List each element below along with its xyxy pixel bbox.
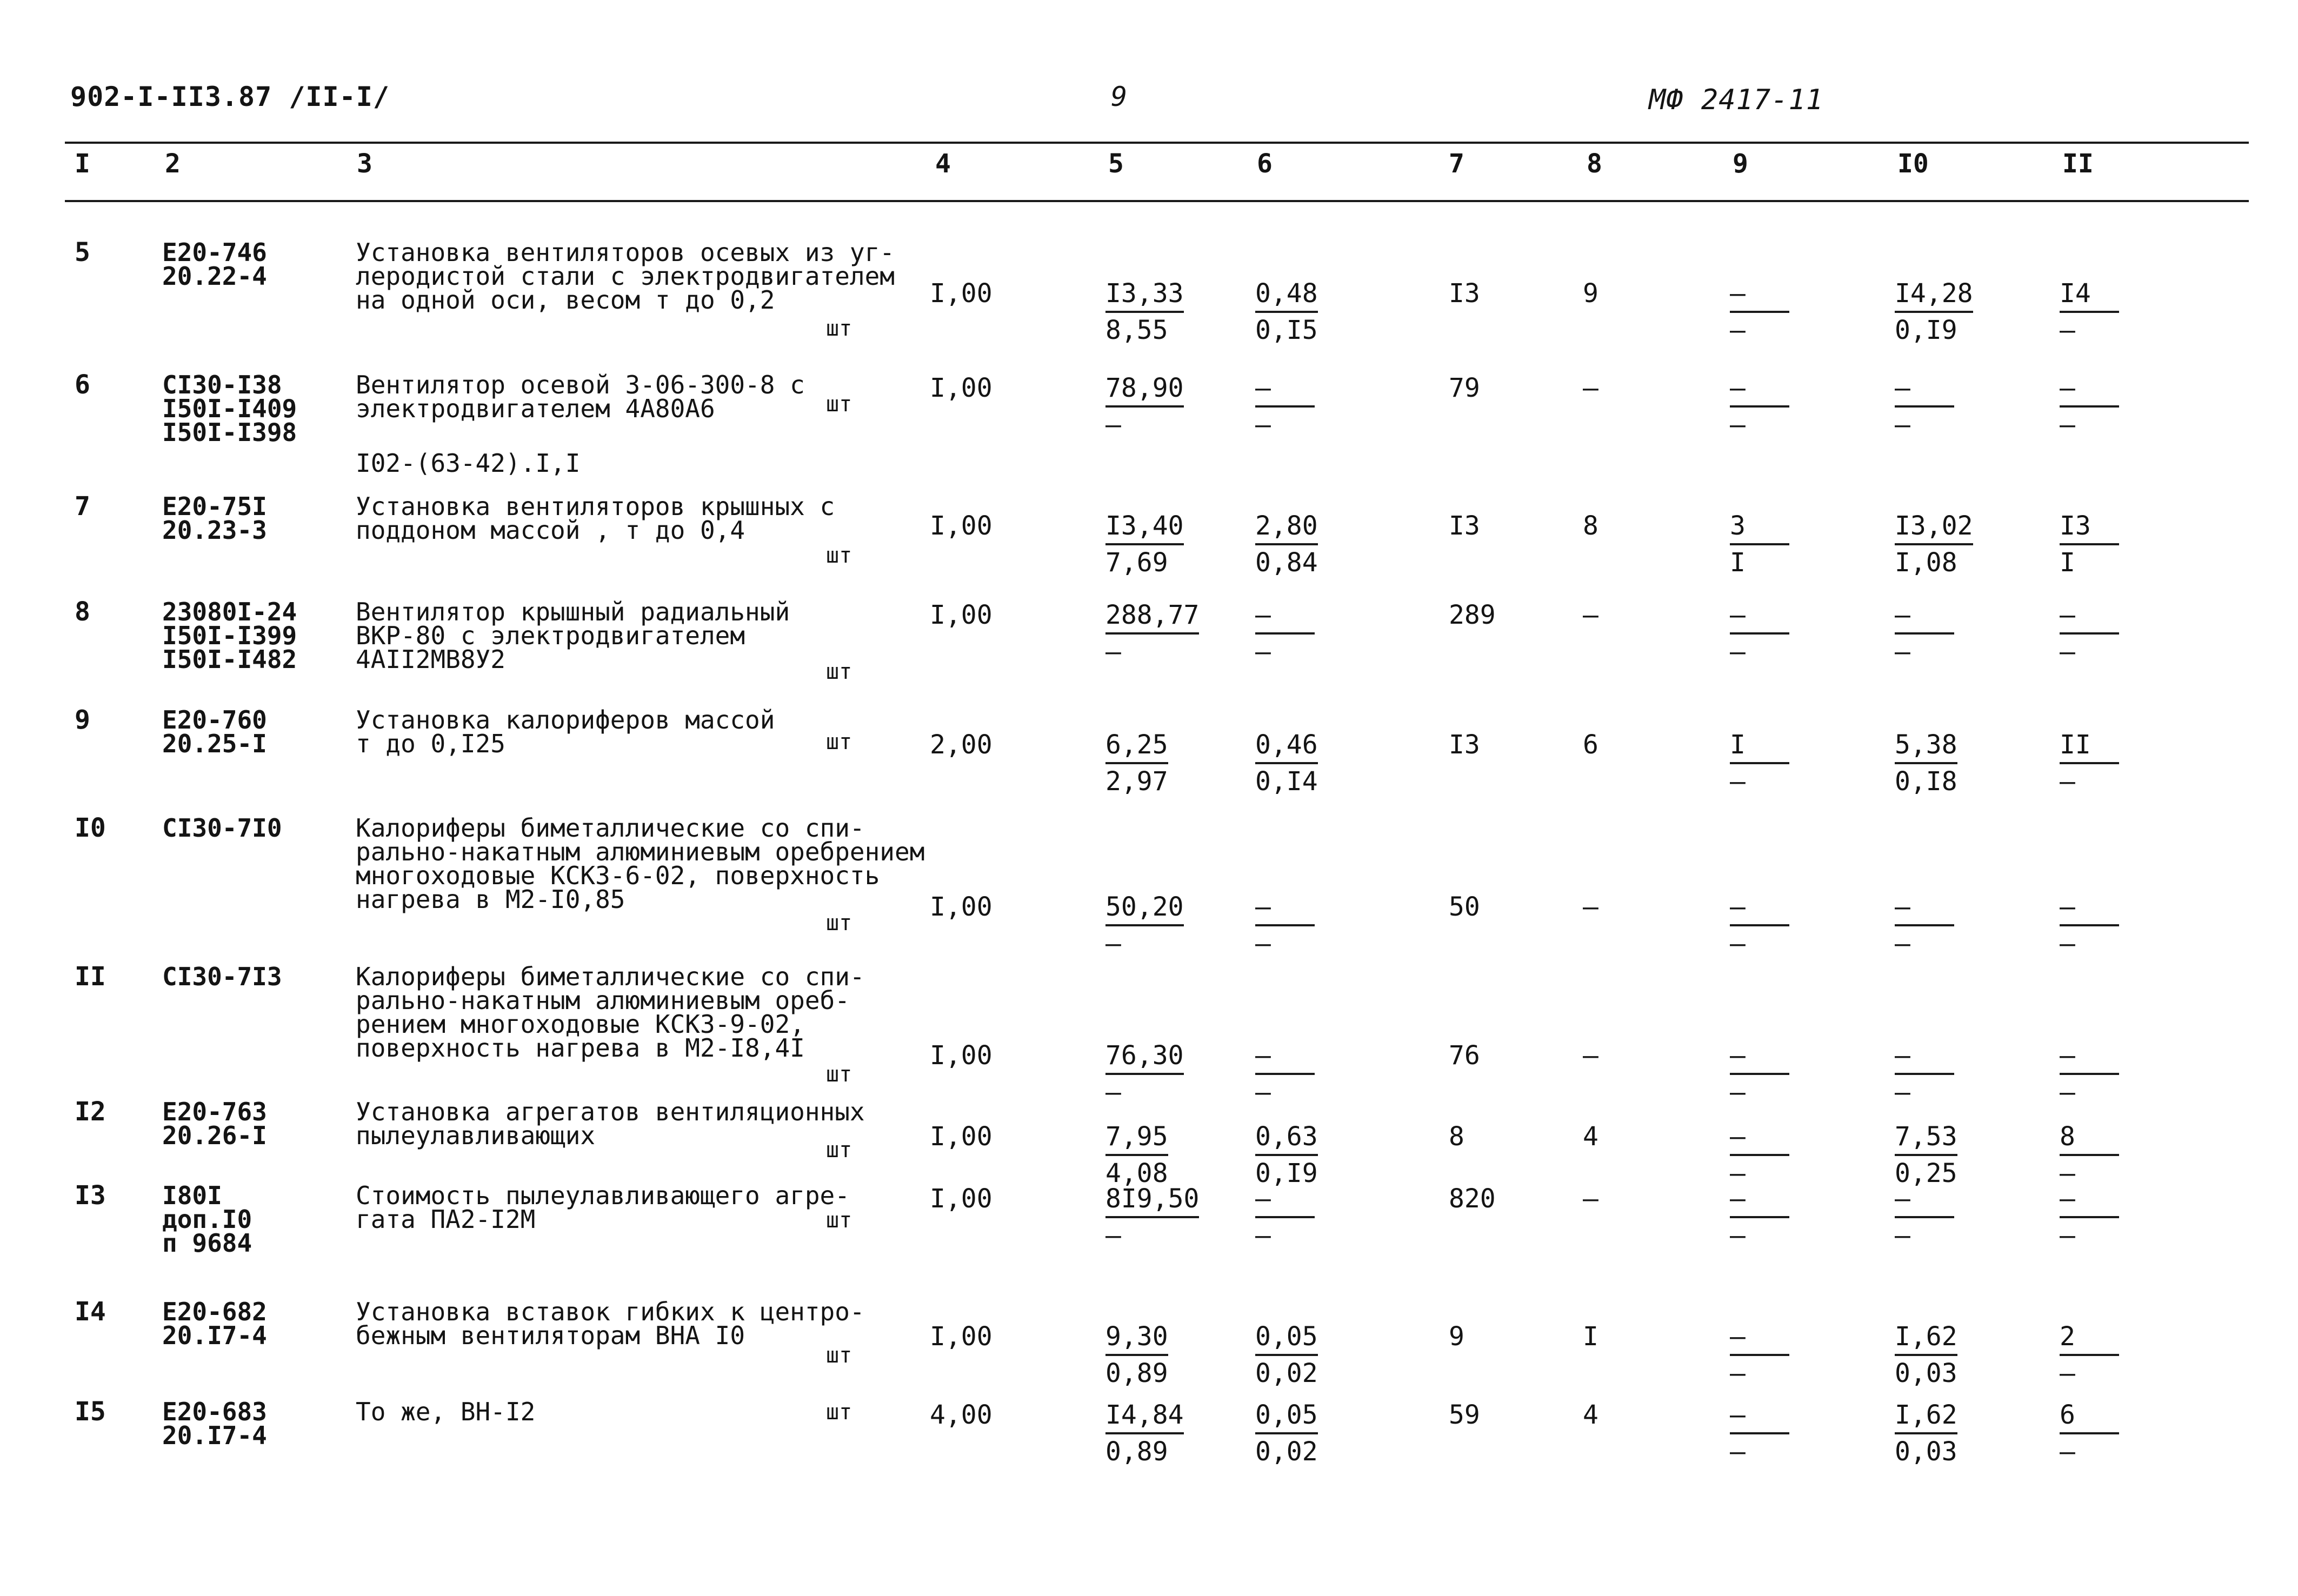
fraction-bottom: – — [2060, 1158, 2075, 1188]
price-code: СI30-7I0 — [162, 813, 282, 843]
fraction-top: – — [2060, 1040, 2119, 1075]
fraction-top: – — [1730, 1321, 1789, 1356]
fraction-bottom: 2,97 — [1105, 766, 1168, 797]
cost-fraction-c11 — [2060, 1184, 2141, 1250]
price-code: Е20-682 20.I7-4 — [162, 1297, 267, 1350]
fraction-bottom: – — [2060, 410, 2075, 440]
fraction-bottom: I,08 — [1895, 547, 1957, 578]
fraction-top: I4 — [2060, 278, 2119, 313]
fraction-top: 6 — [2060, 1400, 2119, 1434]
fraction-top: – — [1255, 600, 1315, 635]
total-cost: 59 — [1449, 1400, 1480, 1430]
fraction-bottom: – — [1730, 1158, 1746, 1188]
cost-fraction-c5 — [1105, 373, 1187, 439]
column-header-6: 6 — [1257, 149, 1273, 179]
fraction-top: I3,02 — [1895, 511, 1973, 545]
fraction-bottom: 0,03 — [1895, 1358, 1957, 1388]
unit-of-measure: шт — [826, 1062, 852, 1087]
fraction-top: – — [2060, 373, 2119, 408]
unit-of-measure: шт — [826, 543, 852, 568]
fraction-top: 0,48 — [1255, 278, 1318, 313]
fraction-top: 3 — [1730, 511, 1789, 545]
row-number: II — [75, 961, 106, 992]
price-code: Е20-75I 20.23-3 — [162, 492, 267, 545]
work-description: Установка вентиляторов осевых из уг- леродистой стали с электродвигателем на одной оси, весом т до 0,2 — [356, 238, 895, 315]
row-number: I2 — [75, 1097, 106, 1127]
cost-fraction-c9 — [1730, 1400, 1811, 1466]
cost-fraction-c6 — [1255, 1321, 1336, 1387]
fraction-bottom: – — [1255, 1077, 1271, 1107]
cost-fraction-c11 — [2060, 373, 2141, 439]
price-code: Е20-763 20.26-I — [162, 1097, 267, 1150]
fraction-bottom: – — [1895, 929, 1910, 959]
table-row — [0, 1180, 2298, 1258]
cost-fraction-c9 — [1730, 730, 1811, 796]
fraction-bottom: – — [1255, 1220, 1271, 1251]
cost-fraction-c5 — [1105, 730, 1187, 796]
row-number: I3 — [75, 1180, 106, 1211]
fraction-top: – — [1730, 278, 1789, 313]
fraction-top: – — [1255, 1040, 1315, 1075]
cost-fraction-c5 — [1105, 511, 1187, 577]
fraction-top: – — [1895, 373, 1954, 408]
table-row — [0, 961, 2298, 1107]
fraction-top: – — [1730, 1040, 1789, 1075]
fraction-bottom: 0,89 — [1105, 1358, 1168, 1388]
fraction-bottom: – — [1105, 929, 1121, 959]
price-code: Е20-760 20.25-I — [162, 705, 267, 758]
quantity: 4,00 — [930, 1400, 993, 1430]
row-number: I0 — [75, 813, 106, 843]
labor-value: 9 — [1583, 278, 1598, 309]
price-code: СI30-7I3 — [162, 962, 282, 991]
fraction-bottom: – — [2060, 637, 2075, 667]
column-header-1: I — [75, 149, 90, 179]
row-number: 9 — [75, 705, 90, 735]
cost-fraction-c9 — [1730, 1121, 1811, 1187]
page-number: 9 — [1111, 81, 1128, 112]
table-row — [0, 1297, 2298, 1388]
column-header-7: 7 — [1449, 149, 1464, 179]
cost-fraction-c11 — [2060, 1121, 2141, 1187]
fraction-top: – — [1730, 1400, 1789, 1434]
total-cost: I3 — [1449, 511, 1480, 541]
fraction-top: I3 — [2060, 511, 2119, 545]
fraction-bottom: – — [1895, 1220, 1910, 1251]
quantity: I,00 — [930, 1121, 993, 1152]
unit-of-measure: шт — [826, 659, 852, 684]
cost-fraction-c6 — [1255, 1040, 1336, 1106]
cost-fraction-c9 — [1730, 1040, 1811, 1106]
fraction-top: 0,05 — [1255, 1400, 1318, 1434]
fraction-top: 8 — [2060, 1121, 2119, 1156]
fraction-bottom: 0,I8 — [1895, 766, 1957, 797]
fraction-top: – — [1730, 1121, 1789, 1156]
work-description: Установка калориферов массой т до 0,I25 — [356, 705, 775, 758]
cost-fraction-c11 — [2060, 511, 2141, 577]
header-bottom-rule — [65, 200, 2249, 202]
cost-fraction-c10 — [1895, 1184, 1976, 1250]
table-row — [0, 597, 2298, 684]
fraction-top: II — [2060, 730, 2119, 764]
cost-fraction-c10 — [1895, 1121, 1976, 1187]
fraction-bottom: 0,02 — [1255, 1358, 1318, 1388]
table-row — [0, 237, 2298, 345]
work-description: Установка агрегатов вентиляционных пылеулавливающих — [356, 1097, 865, 1150]
fraction-top: 2,80 — [1255, 511, 1318, 545]
fraction-bottom: – — [1105, 410, 1121, 440]
fraction-top: 0,63 — [1255, 1121, 1318, 1156]
fraction-bottom: – — [1895, 1077, 1910, 1107]
work-description: Установка вентиляторов крышных с поддоном массой , т до 0,4 — [356, 492, 835, 545]
cost-fraction-c11 — [2060, 1040, 2141, 1106]
cost-fraction-c5 — [1105, 1400, 1187, 1466]
fraction-bottom: – — [2060, 1358, 2075, 1388]
labor-value: 4 — [1583, 1400, 1598, 1430]
cost-fraction-c11 — [2060, 1400, 2141, 1466]
cost-fraction-c11 — [2060, 730, 2141, 796]
total-cost: 289 — [1449, 600, 1496, 630]
fraction-top: I,62 — [1895, 1400, 1957, 1434]
unit-of-measure: шт — [826, 1208, 852, 1233]
fraction-top: – — [1730, 892, 1789, 926]
price-code: Е20-683 20.I7-4 — [162, 1397, 267, 1450]
total-cost: I3 — [1449, 278, 1480, 309]
fraction-bottom: 0,I9 — [1255, 1158, 1318, 1188]
cost-fraction-c5 — [1105, 892, 1187, 958]
work-description: Установка вставок гибких к центро- бежным вентиляторам ВНА I0 — [356, 1297, 865, 1350]
fraction-top: – — [1895, 1184, 1954, 1218]
fraction-bottom: – — [1105, 637, 1121, 667]
table-row — [0, 370, 2298, 478]
labor-value: – — [1583, 892, 1598, 922]
column-header-3: 3 — [357, 149, 372, 179]
cost-fraction-c5 — [1105, 278, 1187, 344]
fraction-top: I3,33 — [1105, 278, 1184, 313]
fraction-top: I4,84 — [1105, 1400, 1184, 1434]
fraction-bottom: – — [1730, 1077, 1746, 1107]
column-header-4: 4 — [935, 149, 951, 179]
fraction-bottom: I — [1730, 547, 1746, 578]
price-code: Е20-746 20.22-4 — [162, 238, 267, 291]
table-row — [0, 491, 2298, 578]
fraction-bottom: – — [1255, 637, 1271, 667]
fraction-top: I — [1730, 730, 1789, 764]
row-number: I4 — [75, 1297, 106, 1327]
total-cost: 50 — [1449, 892, 1480, 922]
fraction-top: – — [1895, 1040, 1954, 1075]
cost-fraction-c5 — [1105, 600, 1200, 667]
column-header-11: II — [2062, 149, 2094, 179]
work-description: То же, ВН-I2 — [356, 1397, 536, 1426]
work-description: Вентилятор крышный радиальный ВКР-80 с электродвигателем 4АII2МВ8У2 — [356, 597, 790, 674]
row-number: 5 — [75, 237, 90, 268]
quantity: I,00 — [930, 600, 993, 630]
fraction-bottom: 4,08 — [1105, 1158, 1168, 1188]
cost-fraction-c10 — [1895, 1040, 1976, 1106]
work-description: Калориферы биметаллические со спи- рально-накатным алюминиевым оребрением многоходовые КСК3-6-02, поверхность нагрева в М2-I0,85 — [356, 813, 925, 914]
fraction-top: I4,28 — [1895, 278, 1973, 313]
fraction-bottom: – — [1105, 1220, 1121, 1251]
cost-fraction-c5 — [1105, 1184, 1200, 1251]
fraction-bottom: 0,84 — [1255, 547, 1318, 578]
cost-fraction-c6 — [1255, 511, 1336, 577]
total-cost: 9 — [1449, 1321, 1464, 1352]
fraction-bottom: – — [1730, 1220, 1746, 1251]
column-header-8: 8 — [1587, 149, 1602, 179]
fraction-top: – — [1895, 600, 1954, 635]
fraction-bottom: – — [1730, 637, 1746, 667]
fraction-top: 0,46 — [1255, 730, 1318, 764]
total-cost: 79 — [1449, 373, 1480, 403]
cost-fraction-c9 — [1730, 1184, 1811, 1250]
cost-fraction-c9 — [1730, 511, 1811, 577]
header-top-rule — [65, 142, 2249, 144]
cost-fraction-c9 — [1730, 373, 1811, 439]
column-header-10: I0 — [1897, 149, 1929, 179]
fraction-bottom: – — [1730, 1358, 1746, 1388]
cost-fraction-c5 — [1105, 1121, 1187, 1187]
labor-value: I — [1583, 1321, 1598, 1352]
fraction-top: 8I9,50 — [1105, 1184, 1199, 1218]
fraction-bottom: 0,89 — [1105, 1437, 1168, 1467]
table-row — [0, 705, 2298, 797]
cost-fraction-c9 — [1730, 892, 1811, 958]
cost-fraction-c10 — [1895, 373, 1976, 439]
labor-value: 8 — [1583, 511, 1598, 541]
cost-fraction-c6 — [1255, 278, 1336, 344]
fraction-top: – — [2060, 1184, 2119, 1218]
fraction-bottom: – — [1730, 1437, 1746, 1467]
cost-fraction-c5 — [1105, 1321, 1187, 1387]
cost-fraction-c10 — [1895, 1321, 1976, 1387]
cost-fraction-c11 — [2060, 278, 2141, 344]
column-header-9: 9 — [1733, 149, 1748, 179]
cost-fraction-c6 — [1255, 730, 1336, 796]
price-code: I80I доп.I0 п 9684 — [162, 1181, 252, 1258]
table-row — [0, 813, 2298, 959]
fraction-top: – — [1255, 373, 1315, 408]
labor-value: – — [1583, 373, 1598, 403]
fraction-bottom: – — [1105, 1077, 1121, 1107]
cost-fraction-c6 — [1255, 1121, 1336, 1187]
fraction-bottom: – — [1730, 315, 1746, 345]
fraction-bottom: – — [1730, 929, 1746, 959]
labor-value: – — [1583, 1040, 1598, 1071]
fraction-bottom: – — [2060, 1077, 2075, 1107]
fraction-bottom: 0,I9 — [1895, 315, 1957, 345]
fraction-bottom: I — [2060, 547, 2075, 578]
labor-value: 6 — [1583, 730, 1598, 760]
labor-value: 4 — [1583, 1121, 1598, 1152]
table-row — [0, 1397, 2298, 1467]
fraction-top: 50,20 — [1105, 892, 1184, 926]
fraction-bottom: – — [1255, 410, 1271, 440]
cost-fraction-c10 — [1895, 730, 1976, 796]
cost-fraction-c10 — [1895, 1400, 1976, 1466]
quantity: I,00 — [930, 892, 993, 922]
cost-fraction-c6 — [1255, 1184, 1336, 1250]
quantity: I,00 — [930, 1184, 993, 1214]
fraction-bottom: – — [1730, 766, 1746, 797]
quantity: I,00 — [930, 278, 993, 309]
cost-fraction-c11 — [2060, 600, 2141, 666]
column-header-2: 2 — [165, 149, 181, 179]
unit-of-measure: шт — [826, 730, 852, 754]
fraction-top: – — [1895, 892, 1954, 926]
fraction-bottom: 0,25 — [1895, 1158, 1957, 1188]
cost-fraction-c11 — [2060, 892, 2141, 958]
fraction-bottom: – — [1895, 410, 1910, 440]
work-description: Вентилятор осевой З-06-300-8 с электродвигателем 4А80А6 — [356, 370, 805, 423]
cost-fraction-c6 — [1255, 373, 1336, 439]
table-row — [0, 1097, 2298, 1188]
fraction-bottom: – — [1730, 410, 1746, 440]
quantity: I,00 — [930, 373, 993, 403]
fraction-top: – — [2060, 600, 2119, 635]
cost-fraction-c9 — [1730, 600, 1811, 666]
total-cost: I3 — [1449, 730, 1480, 760]
row-number: 6 — [75, 370, 90, 400]
fraction-bottom: 0,03 — [1895, 1437, 1957, 1467]
fraction-top: – — [1730, 373, 1789, 408]
cost-fraction-c6 — [1255, 600, 1336, 666]
fraction-bottom: 0,02 — [1255, 1437, 1318, 1467]
row-number: 8 — [75, 597, 90, 627]
fraction-top: 288,77 — [1105, 600, 1199, 635]
sheet-code: МФ 2417-11 — [1649, 84, 1824, 116]
fraction-bottom: 0,I5 — [1255, 315, 1318, 345]
row-number: I5 — [75, 1397, 106, 1427]
fraction-bottom: – — [2060, 315, 2075, 345]
fraction-bottom: – — [2060, 929, 2075, 959]
fraction-bottom: – — [2060, 766, 2075, 797]
fraction-top: 6,25 — [1105, 730, 1168, 764]
total-cost: 8 — [1449, 1121, 1464, 1152]
labor-value: – — [1583, 600, 1598, 630]
document-code: 902-I-II3.87 /II-I/ — [70, 81, 390, 112]
fraction-top: 78,90 — [1105, 373, 1184, 408]
fraction-bottom: – — [2060, 1220, 2075, 1251]
fraction-top: I,62 — [1895, 1321, 1957, 1356]
unit-of-measure: шт — [826, 392, 852, 417]
unit-of-measure: шт — [826, 911, 852, 936]
fraction-bottom: – — [2060, 1437, 2075, 1467]
quantity: I,00 — [930, 1040, 993, 1071]
quantity: I,00 — [930, 511, 993, 541]
cost-fraction-c9 — [1730, 1321, 1811, 1387]
unit-of-measure: шт — [826, 1400, 852, 1425]
cost-fraction-c10 — [1895, 511, 1976, 577]
total-cost: 820 — [1449, 1184, 1496, 1214]
work-description: Стоимость пылеулавливающего агре- гата ПА2-I2М — [356, 1181, 850, 1234]
cost-fraction-c10 — [1895, 892, 1976, 958]
total-cost: 76 — [1449, 1040, 1480, 1071]
fraction-top: – — [1730, 600, 1789, 635]
quantity: 2,00 — [930, 730, 993, 760]
description-note: I02-(63-42).I,I — [356, 449, 581, 478]
cost-fraction-c10 — [1895, 278, 1976, 344]
cost-fraction-c5 — [1105, 1040, 1187, 1106]
cost-fraction-c10 — [1895, 600, 1976, 666]
price-code: СI30-I38 I50I-I409 I50I-I398 — [162, 370, 297, 447]
quantity: I,00 — [930, 1321, 993, 1352]
fraction-top: – — [1255, 1184, 1315, 1218]
fraction-top: 9,30 — [1105, 1321, 1168, 1356]
price-code: 23080I-24 I50I-I399 I50I-I482 — [162, 597, 297, 674]
labor-value: – — [1583, 1184, 1598, 1214]
work-description: Калориферы биметаллические со спи- рально-накатным алюминиевым ореб- рением многоходовые КСК3-9-02, поверхность нагрева в М2-I8,4I — [356, 962, 865, 1063]
fraction-bottom: – — [1895, 637, 1910, 667]
column-header-5: 5 — [1108, 149, 1124, 179]
fraction-bottom: 7,69 — [1105, 547, 1168, 578]
cost-fraction-c9 — [1730, 278, 1811, 344]
fraction-top: 0,05 — [1255, 1321, 1318, 1356]
unit-of-measure: шт — [826, 1138, 852, 1163]
fraction-bottom: – — [1255, 929, 1271, 959]
fraction-top: – — [2060, 892, 2119, 926]
cost-fraction-c11 — [2060, 1321, 2141, 1387]
fraction-top: 2 — [2060, 1321, 2119, 1356]
fraction-top: 7,53 — [1895, 1121, 1957, 1156]
cost-fraction-c6 — [1255, 1400, 1336, 1466]
fraction-top: 5,38 — [1895, 730, 1957, 764]
row-number: 7 — [75, 491, 90, 522]
unit-of-measure: шт — [826, 316, 852, 341]
fraction-top: – — [1730, 1184, 1789, 1218]
cost-fraction-c6 — [1255, 892, 1336, 958]
fraction-top: – — [1255, 892, 1315, 926]
fraction-top: I3,40 — [1105, 511, 1184, 545]
fraction-bottom: 0,I4 — [1255, 766, 1318, 797]
fraction-bottom: 8,55 — [1105, 315, 1168, 345]
unit-of-measure: шт — [826, 1343, 852, 1368]
fraction-top: 7,95 — [1105, 1121, 1168, 1156]
fraction-top: 76,30 — [1105, 1040, 1184, 1075]
